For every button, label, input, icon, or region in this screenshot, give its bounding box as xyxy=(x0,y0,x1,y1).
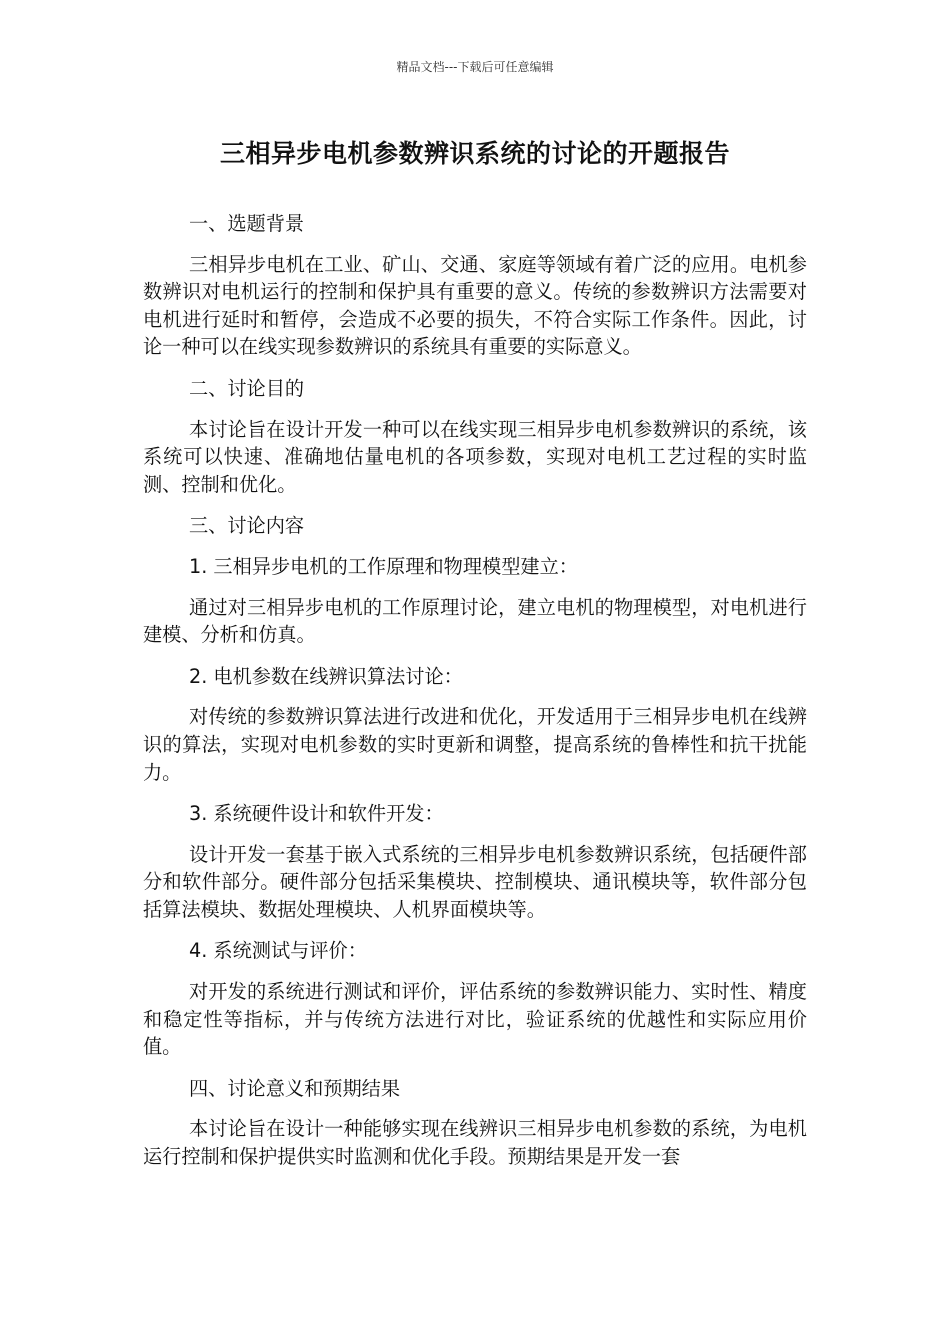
section-heading-significance: 四、讨论意义和预期结果 xyxy=(189,1076,401,1100)
content-item-1-title: 1. 三相异步电机的工作原理和物理模型建立： xyxy=(189,554,578,578)
content-item-4-text: 对开发的系统进行测试和评价，评估系统的参数辨识能力、实时性、精度和稳定性等指标，并与传统方法进行对比，验证系统的优越性和实际应用价值。 xyxy=(143,980,807,1059)
section-heading-purpose: 二、讨论目的 xyxy=(189,376,305,400)
section-heading-background: 一、选题背景 xyxy=(189,212,305,235)
content-item-3-title: 3. 系统硬件设计和软件开发： xyxy=(189,802,444,826)
header-note: 精品文档---下载后可任意编辑 xyxy=(396,60,554,74)
content-item-2-title: 2. 电机参数在线辨识算法讨论： xyxy=(189,664,463,688)
document-body xyxy=(143,210,807,1185)
section-heading-content: 三、讨论内容 xyxy=(189,514,305,538)
paragraph-background: 三相异步电机在工业、矿山、交通、家庭等领域有着广泛的应用。电机参数辨识对电机运行的控制和保护具有重要的意义。传统的参数辨识方法需要对电机进行延时和暂停，会造成不必要的损失，不符合实际工作条件。因此，讨论一种可以在线实现参数辨识的系统具有重要的实际意义。 xyxy=(143,252,807,359)
content-item-2-text: 对传统的参数辨识算法进行改进和优化，开发适用于三相异步电机在线辨识的算法，实现对电机参数的实时更新和调整，提高系统的鲁棒性和抗干扰能力。 xyxy=(143,705,807,784)
document-title: 三相异步电机参数辨识系统的讨论的开题报告 xyxy=(219,139,730,168)
content-item-3-text: 设计开发一套基于嵌入式系统的三相异步电机参数辨识系统，包括硬件部分和软件部分。硬件部分包括采集模块、控制模块、通讯模块等，软件部分包括算法模块、数据处理模块、人机界面模块等。 xyxy=(143,842,807,921)
paragraph-significance: 本讨论旨在设计一种能够实现在线辨识三相异步电机参数的系统，为电机运行控制和保护提供实时监测和优化手段。预期结果是开发一套 xyxy=(143,1117,807,1169)
content-item-4-title: 4. 系统测试与评价： xyxy=(189,939,367,963)
paragraph-purpose: 本讨论旨在设计开发一种可以在线实现三相异步电机参数辨识的系统，该系统可以快速、准确地估量电机的各项参数，实现对电机工艺过程的实时监测、控制和优化。 xyxy=(143,417,807,496)
content-item-1-text: 通过对三相异步电机的工作原理讨论，建立电机的物理模型，对电机进行建模、分析和仿真。 xyxy=(143,595,807,647)
